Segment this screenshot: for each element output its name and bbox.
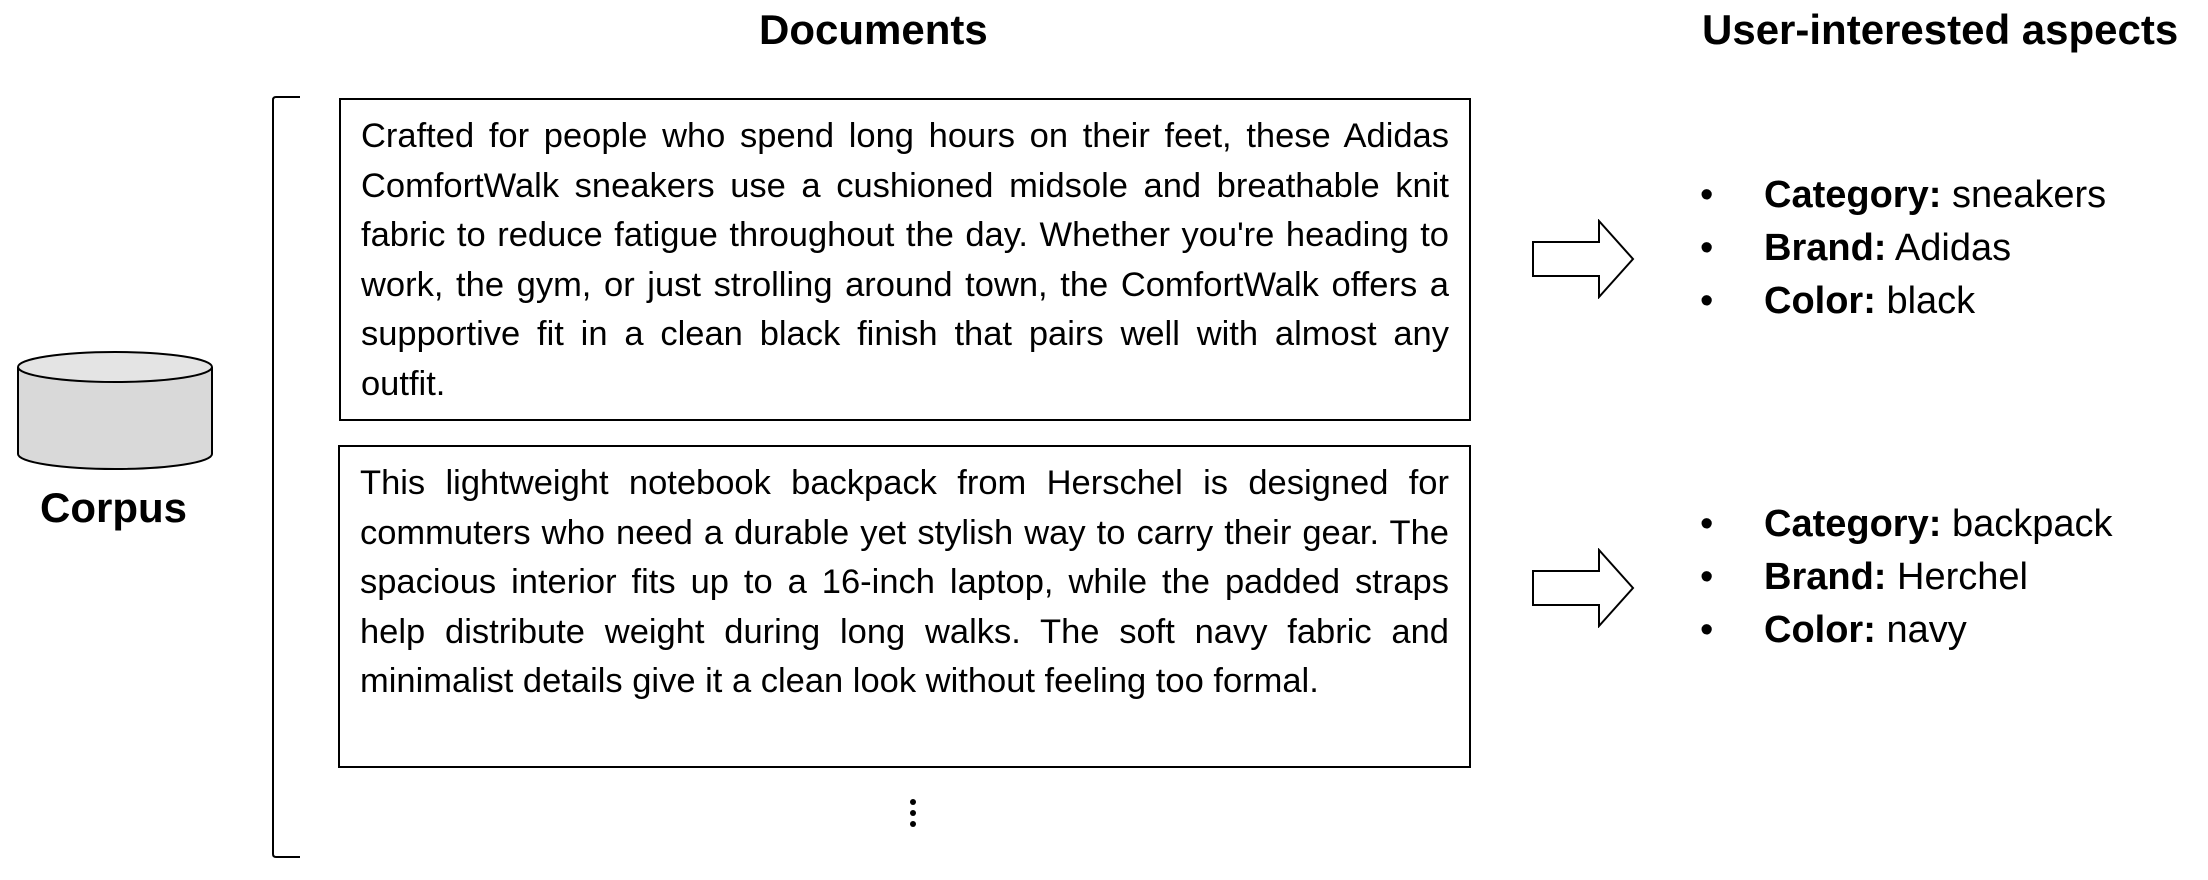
aspect-value: backpack xyxy=(1951,503,2113,545)
aspect-item-color xyxy=(1700,604,2112,657)
documents-heading: Documents xyxy=(759,6,988,53)
aspect-list xyxy=(1700,169,2106,328)
bullet: • xyxy=(1700,503,1714,545)
aspect-item-color xyxy=(1700,275,2106,328)
bullet: • xyxy=(1700,174,1714,216)
aspect-value: black xyxy=(1886,280,1976,322)
corpus-bracket xyxy=(272,96,302,858)
aspect-value: Herchel xyxy=(1897,556,2028,598)
aspects-heading: User-interested aspects xyxy=(1702,6,2179,53)
bullet: • xyxy=(1700,280,1714,322)
aspect-item-category xyxy=(1700,498,2112,551)
aspect-item-brand xyxy=(1700,222,2106,275)
aspect-key: Color: xyxy=(1764,280,1876,322)
aspect-list xyxy=(1700,498,2112,657)
bullet: • xyxy=(1700,556,1714,598)
corpus-label: Corpus xyxy=(40,484,187,531)
aspect-value: Adidas xyxy=(1894,227,2012,269)
aspect-value: sneakers xyxy=(1951,174,2107,216)
bullet: • xyxy=(1700,227,1714,269)
bullet: • xyxy=(1700,609,1714,651)
aspect-key: Brand: xyxy=(1764,556,1887,598)
more-documents-ellipsis-icon xyxy=(906,796,920,836)
aspect-key: Brand: xyxy=(1764,227,1887,269)
aspect-item-category xyxy=(1700,169,2106,222)
aspect-key: Category: xyxy=(1764,174,1942,216)
document-box: Crafted for people who spend long hours on their feet, these Adidas ComfortWalk sneakers use a cushioned midsole and breathable knit fabric to reduce fatigue throughout the day. Whether you're heading to work, the gym, or just strolling around town, the ComfortWalk offers a supportive fit in a clean black finish that pairs well with almost any outfit. xyxy=(339,98,1471,421)
database-cylinder-icon xyxy=(16,350,216,476)
aspect-key: Color: xyxy=(1764,609,1876,651)
document-box: This lightweight notebook backpack from Herschel is designed for commuters who need a durable yet stylish way to carry their gear. The spacious interior fits up to a 16-inch laptop, while the padded straps help distribute weight during long walks. The soft navy fabric and minimalist details give it a clean look without feeling too formal. xyxy=(338,445,1471,768)
aspect-key: Category: xyxy=(1764,503,1942,545)
right-arrow-icon xyxy=(1532,219,1636,299)
aspect-item-brand xyxy=(1700,551,2112,604)
right-arrow-icon xyxy=(1532,548,1636,628)
aspect-value: navy xyxy=(1886,609,1967,651)
